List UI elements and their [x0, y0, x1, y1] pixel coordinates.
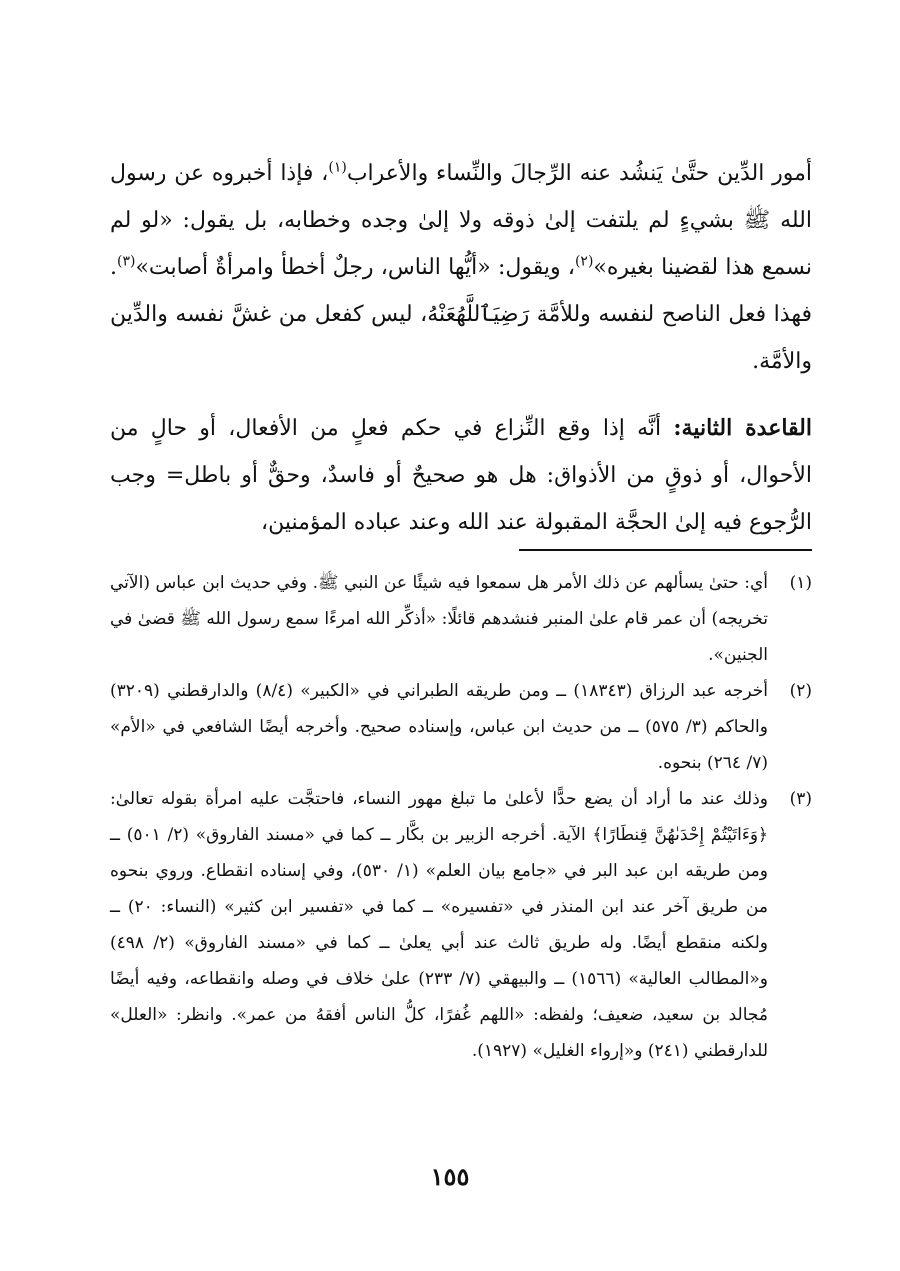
footnote-1 [110, 565, 812, 673]
paragraph-2 [110, 405, 812, 546]
footnote-text: أي: حتىٰ يسألهم عن ذلك الأمر هل سمعوا فيه شيئًا عن النبي ﷺ. وفي حديث ابن عباس (الآتي تخريجه) أن عمر قام علىٰ المنبر فنشدهم قائلًا: «أذكِّر الله امرءًا سمع رسول الله ﷺ قضىٰ في الجنين». [110, 573, 768, 665]
footnote-ref-3[interactable]: (٣) [117, 253, 136, 270]
page-number: ١٥٥ [430, 1162, 470, 1191]
footnote-number: (٢) [789, 681, 812, 701]
paragraph-1-part-3: ، ويقول: «أيُّها الناس، رجلٌ أخطأ وامرأةٌ أصابت» [135, 255, 575, 280]
rule-heading: القاعدة الثانية: [673, 415, 813, 441]
paragraph-1-part-1: أمور الدِّين حتَّىٰ يَنشُد عنه الرِّجالَ والنِّساء والأعراب [346, 161, 812, 186]
footnote-divider [519, 549, 812, 551]
footnote-text: أخرجه عبد الرزاق (١٨٣٤٣) ــ ومن طريقه الطبراني في «الكبير» (٨/٤) والدارقطني (٣٢٠٩) والحاكم (٣/ ٥٧٥) ــ من حديث ابن عباس، وإسناده صحيح. وأخرجه أيضًا الشافعي في «الأم» (٧/ ٢٦٤) بنحوه. [110, 681, 768, 773]
footnote-2 [110, 673, 812, 781]
paragraph-1-part-4: . فهذا فعل الناصح لنفسه وللأمَّة رَضِيَٱللَّهُعَنْهُ، ليس كفعل من غشَّ نفسه والدِّين والأمَّة. [110, 255, 812, 374]
paragraph-2-text: أنَّه إذا وقع النِّزاع في حكم فعلٍ من الأفعال، أو حالٍ من الأحوال، أو ذوقٍ من الأذواق: هل هو صحيحٌ أو فاسدٌ، وحقٌّ أو باطل= وجب الرُّجوع فيه إلىٰ الحجَّة المقبولة عند الله وعند عباده المؤمنين، [110, 416, 812, 535]
footnote-ref-2[interactable]: (٢) [574, 253, 594, 270]
main-text [110, 150, 812, 546]
footnotes [110, 565, 812, 1069]
footnote-3 [110, 781, 812, 1069]
footnote-number: (١) [789, 573, 812, 593]
paragraph-1-part-2: ، فإذا أخبروه عن رسول الله ﷺ بشيءٍ لم يلتفت إلىٰ ذوقه ولا إلىٰ وجده وخطابه، بل يقول: «لو لم نسمع هذا لقضينا بغيره» [110, 161, 813, 280]
footnote-text: وذلك عند ما أراد أن يضع حدًّا لأعلىٰ ما تبلغ مهور النساء، فاحتجَّت عليه امرأة بقوله تعالىٰ: ﴿وَءَاتَيْتُمْ إِحْدَىٰهُنَّ قِنطَارًا﴾ الآية. أخرجه الزبير بن بكَّار ــ كما في «مسند الفاروق» (٢/ ٥٠١) ــ ومن طريقه ابن عبد البر في «جامع بيان العلم» (١/ ٥٣٠)، وفي إسناده انقطاع. وروي بنحوه من طريق آخر عند ابن المنذر في «تفسيره» ــ كما في «تفسير ابن كثير» (النساء: ٢٠) ــ ولكنه منقطع أيضًا. وله طريق ثالث عند أبي يعلىٰ ــ كما في «مسند الفاروق» (٢/ ٤٩٨) و«المطالب العالية» (١٥٦٦) ــ والبيهقي (٧/ ٢٣٣) علىٰ خلاف في وصله وانقطاعه، وفيه أيضًا مُجالد بن سعيد، ضعيف؛ ولفظه: «اللهم غُفرًا، كلُّ الناس أفقهُ من عمر». وانظر: «العلل» للدارقطني (٢٤١) و«إرواء الغليل» (١٩٢٧). [110, 789, 768, 1061]
paragraph-1 [110, 150, 812, 385]
footnote-ref-1[interactable]: (١) [328, 159, 347, 176]
footnote-number: (٣) [789, 789, 812, 809]
